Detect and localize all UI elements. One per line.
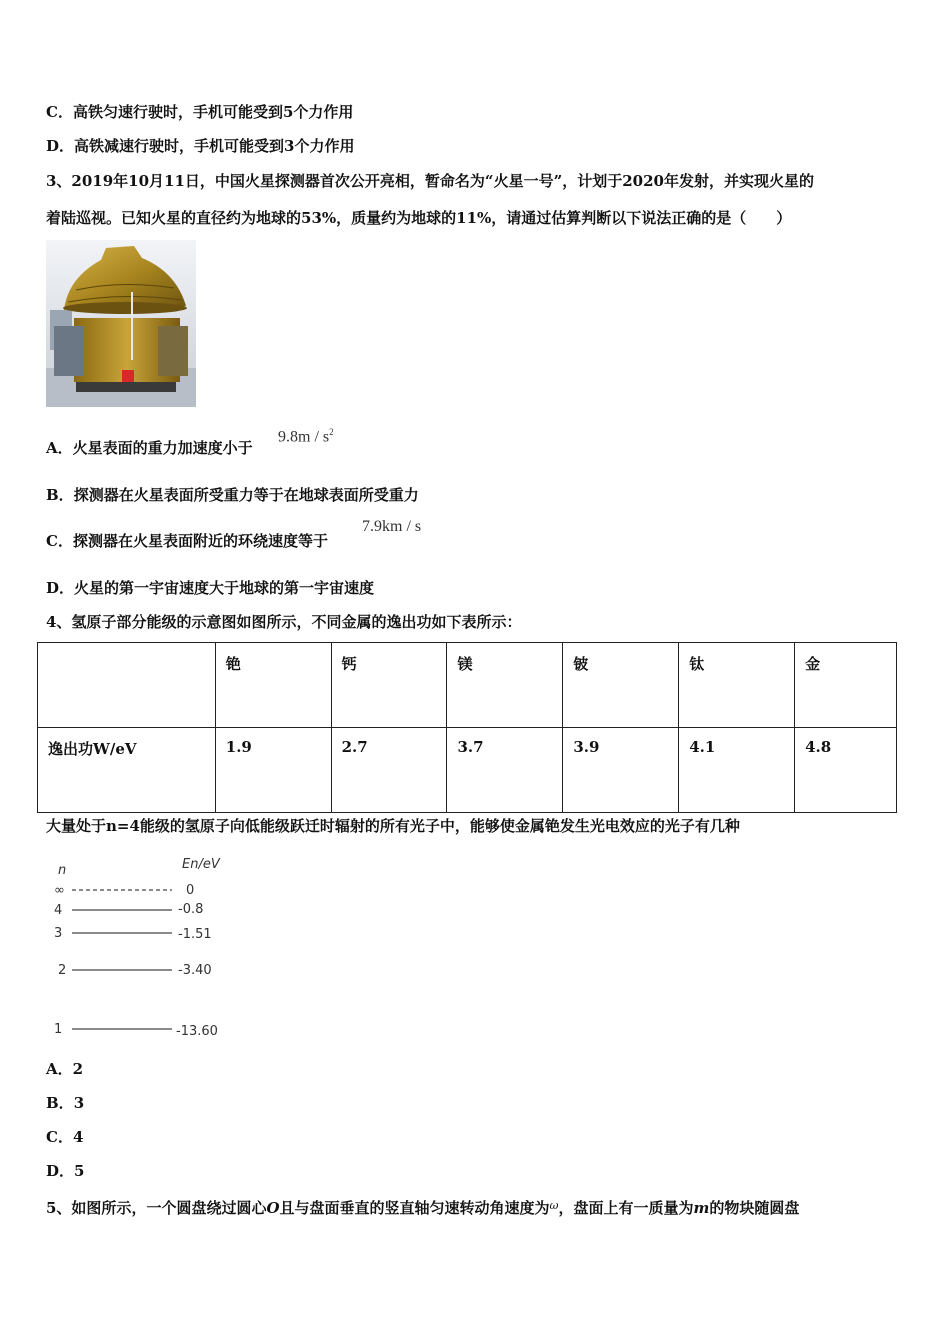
table-cell: 钛 <box>679 643 795 728</box>
energy-level-diagram <box>46 852 246 1047</box>
level-energy-label: -3.40 <box>178 963 212 978</box>
q4-question: 大量处于n=4能级的氢原子向低能级跃迁时辐射的所有光子中，能够使金属铯发生光电效应的光子有几种 <box>46 817 740 835</box>
table-cell: 钙 <box>331 643 447 728</box>
table-cell: 4.8 <box>795 728 897 813</box>
q3-option-a-formula: $9.8m / s^2$ <box>278 427 334 446</box>
level-energy-label: -1.51 <box>178 927 212 942</box>
work-function-table <box>37 642 897 813</box>
table-cell: 逸出功W/eV <box>38 728 216 813</box>
level-energy-label: -13.60 <box>176 1024 218 1039</box>
q3-option-b: B．探测器在火星表面所受重力等于在地球表面所受重力 <box>46 486 419 504</box>
level-n-label: 1 <box>54 1022 63 1037</box>
level-n-label: 2 <box>58 963 67 978</box>
q4-option-a: A．2 <box>46 1060 84 1078</box>
option-d-prev: D．高铁减速行驶时，手机可能受到3个力作用 <box>46 137 355 155</box>
q4-stem: 4、氢原子部分能级的示意图如图所示，不同金属的逸出功如下表所示： <box>46 613 522 631</box>
table-header-row <box>38 643 897 728</box>
level-n-label: 3 <box>54 926 63 941</box>
energy-axis-label: En/eV <box>182 857 220 872</box>
n-axis-label: n <box>58 863 67 878</box>
table-cell: 3.7 <box>447 728 563 813</box>
table-cell: 2.7 <box>331 728 447 813</box>
table-cell: 铯 <box>215 643 331 728</box>
level-n-label: 4 <box>54 903 63 918</box>
q3-option-c: C．探测器在火星表面附近的环绕速度等于 <box>46 532 328 550</box>
q3-stem-line2: 着陆巡视。已知火星的直径约为地球的53%，质量约为地球的11%，请通过估算判断以下说法正确的是（ ） <box>46 209 792 227</box>
q3-option-c-formula: 7.9km / s <box>362 518 422 535</box>
q4-option-d: D．5 <box>46 1162 85 1180</box>
q3-option-a: A．火星表面的重力加速度小于 <box>46 439 253 457</box>
table-cell: 铍 <box>563 643 679 728</box>
level-energy-label: 0 <box>186 883 195 898</box>
level-energy-label: -0.8 <box>178 902 204 917</box>
table-cell <box>38 643 216 728</box>
q5-stem: 5、如图所示，一个圆盘绕过圆心O且与盘面垂直的竖直轴匀速转动角速度为$^\omega$，盘面上有一质量为m的物块随圆盘 <box>46 1199 800 1217</box>
table-cell: 3.9 <box>563 728 679 813</box>
table-row <box>38 728 897 813</box>
table-cell: 1.9 <box>215 728 331 813</box>
table-cell: 金 <box>795 643 897 728</box>
q3-stem-line1: 3、2019年10月11日，中国火星探测器首次公开亮相，暂命名为“火星一号”，计划于2020年发射，并实现火星的 <box>46 172 814 190</box>
option-c-prev: C．高铁匀速行驶时，手机可能受到5个力作用 <box>46 103 354 121</box>
table-cell: 4.1 <box>679 728 795 813</box>
mars-probe-photo <box>46 240 196 407</box>
table-cell: 镁 <box>447 643 563 728</box>
level-n-label: ∞ <box>54 883 65 898</box>
q4-option-b: B．3 <box>46 1094 85 1112</box>
q4-option-c: C．4 <box>46 1128 84 1146</box>
q3-option-d: D．火星的第一宇宙速度大于地球的第一宇宙速度 <box>46 579 375 597</box>
